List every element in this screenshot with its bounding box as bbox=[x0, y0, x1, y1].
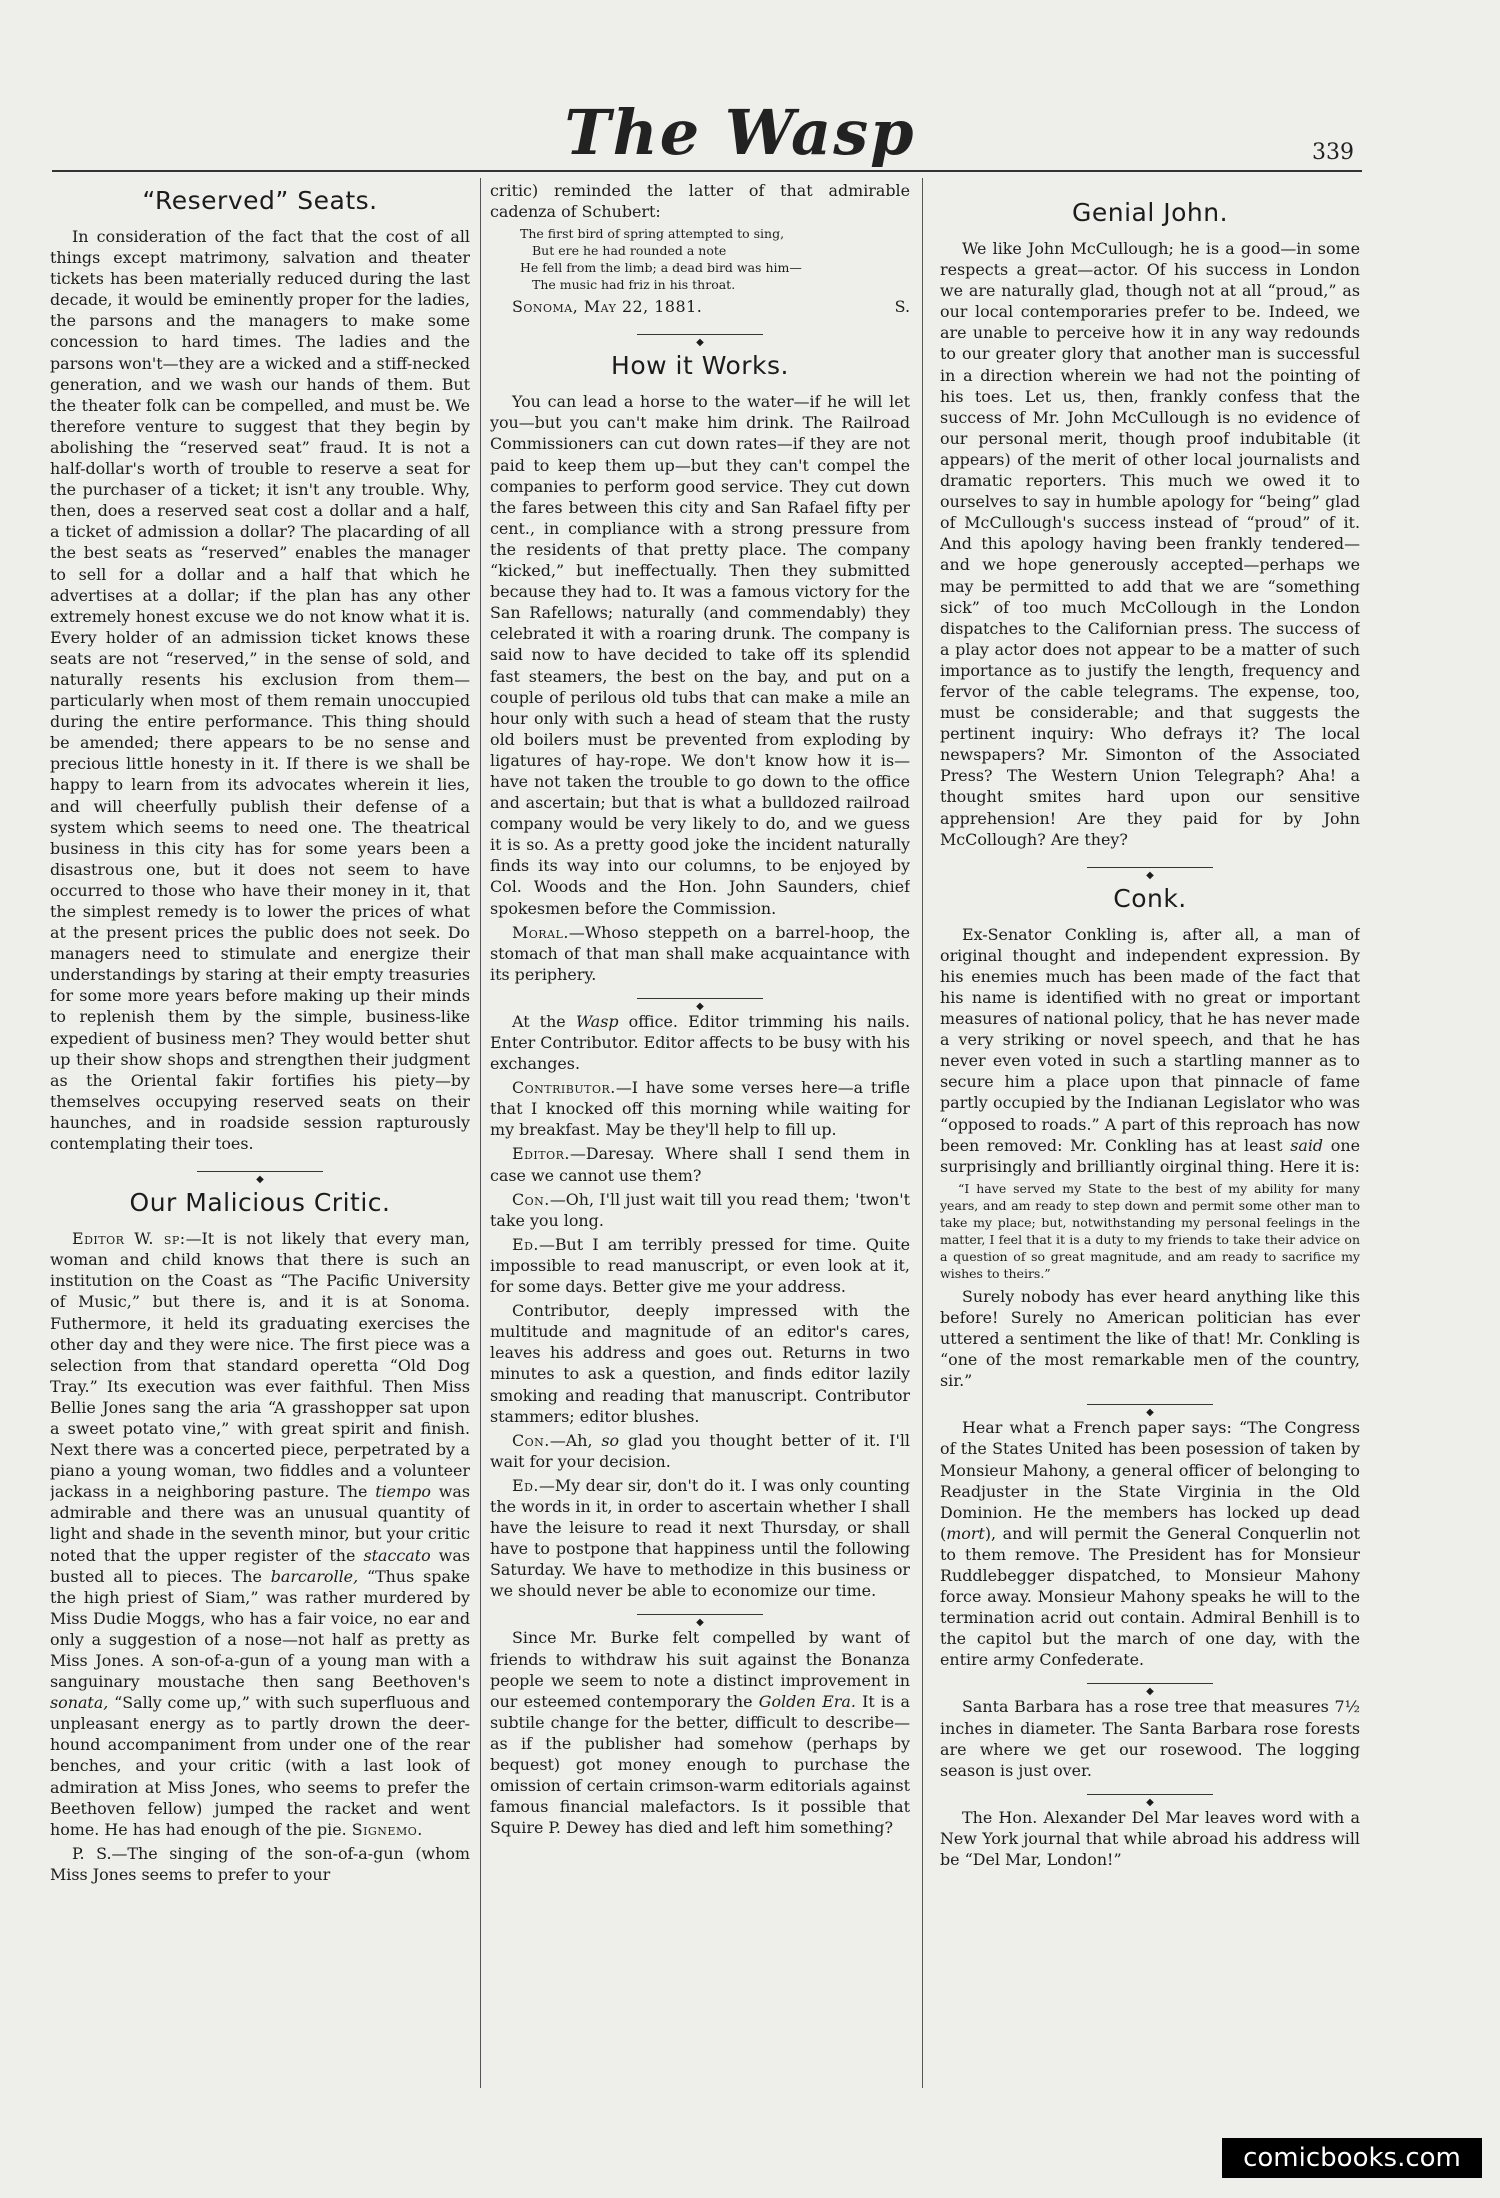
article-body: Editor W. sp:—It is not likely that every man, woman and child knows that there is such an institution on the Coast as “The Pacific University of Music,” but there is, and it is at Sonoma. Futhermore, it held its graduating exercises the other day and they were nice. The first piece was a selection from that standard operetta “Old Dog Tray.” Its execution was ever faithful. Then Miss Bellie Jones sang the aria “A grasshopper sat upon a sweet potato vine,” with great spirit and finish. Next there was a concerted piece, perpetrated by a piano a young woman, two fiddles and a volunteer jackass in a neighboring pasture. The tiempo was admirable and there was an unusual quantity of light and shade in the seventh minor, but your critic noted that the upper register of the staccato was busted all to pieces. The barcarolle, “Thus spake the high priest of Siam,” was rather murdered by Miss Dudie Moggs, who has a fair voice, no ear and only a suggestion of a nose—not half as pretty as Miss Jones. A son-of-a-gun of a young man with a sanguinary moustache then sang Beethoven's sonata, “Sally come up,” with such superfluous and unpleasant energy as to partly drown the deer-hound accompaniment from under one of the rear benches, and your critic (with a last look of admiration at Miss Jones, who seems to prefer the Beethoven fellow) jumped the racket and went home. He has had enough of the pie. Signemo. bbox=[50, 1229, 470, 1839]
page-number: 339 bbox=[1312, 140, 1354, 165]
article-title-genial-john: Genial John. bbox=[1071, 198, 1229, 227]
quotation: “I have served my State to the best of my ability for many years, and am ready to step down and permit some other man to take my place; but, notwithstanding my personal feelings in the matter, I feel that it is a duty to my friends to take their advice on a question of so great magnitude, and am ready to sacrifice my wishes to theirs.” bbox=[940, 1180, 1360, 1281]
article-body: The Hon. Alexander Del Mar leaves word with a New York journal that while abroad his address will be “Del Mar, London!” bbox=[940, 1807, 1360, 1869]
article-body: Surely nobody has ever heard anything like this before! Surely no American politician has ever uttered a sentiment the like of that! Mr. Conkling is “one of the most remarkable men of the country, sir.” bbox=[940, 1286, 1360, 1391]
article-title-how-it-works: How it Works. bbox=[611, 351, 789, 381]
column-divider bbox=[480, 178, 481, 2088]
dialogue-line: Ed.—But I am terribly pressed for time. Quite impossible to read manuscript, or even look at it, for some days. Better give me your address. bbox=[490, 1234, 910, 1297]
separator: ◆ bbox=[490, 329, 910, 339]
article-title-reserved-seats: “Reserved” Seats. bbox=[142, 186, 378, 215]
article-body: You can lead a horse to the water—if he will let you—but you can't make him drink. The Railroad Commissioners can cut down rates—if they are not paid to keep them up—but they can't compel the companies to perform good service. They cut down the fares between this city and San Rafael fifty per cent., in compliance with a strong pressure from the residents of that pretty place. The company “kicked,” but ineffectually. Then they submitted because they had to. It was a famous victory for the San Rafellows; naturally (and commendably) they celebrated it with a roaring drunk. The company is said now to have decided to take off its splendid fast steamers, the best on the bay, and put on a couple of perilous old tubs that can make a mile an hour only with such a head of steam that the rusty old boilers must be prevented from exploding by ligatures of hay-rope. We don't know how it is—have not taken the trouble to go down to the office and ascertain; but that is what a bulldozed railroad company would be very likely to do, and we guess it is so. As a pretty good joke the incident naturally finds its way into our columns, to be enjoyed by Col. Woods and the Hon. John Saunders, chief spokesmen before the Commission. bbox=[490, 392, 910, 918]
article-body: Contributor, deeply impressed with the multitude and magnitude of an editor's cares, leaves his address and goes out. Returns in two minutes to ask a question, and finds editor lazily smoking and reading that manuscript. Contributor stammers; editor blushes. bbox=[490, 1301, 910, 1426]
verse-line: He fell from the limb; a dead bird was him— bbox=[520, 260, 802, 276]
article-body: We like John McCullough; he is a good—in some respects a great—actor. Of his success in London we are naturally glad, though not at all “proud,” as our local contemporaries prefer to be. Indeed, we are unable to perceive how it in any way redounds to our greater glory that another man is successful in a direction wherein we had not the pointing of his toes. Let us, then, frankly confess that the success of Mr. John McCullough is no evidence of our personal merit, though proof indubitable (it appears) of the merit of other local journalists and dramatic reporters. This much we owed it to ourselves to say in humble apology for “being” glad of McCullough's success instead of “proud” of it. And this apology having been frankly tendered—and we hope generously accepted—perhaps we may be permitted to add that we are “something sick” of too much McCollough in the London dispatches to the Californian press. The success of a play actor does not appear to be a matter of such importance as to justify the length, frequency and fervor of the cable telegrams. The expense, too, must be considerable; and that suggests the pertinent inquiry: Who defrays it? The local newspapers? Mr. Simonton of the Associated Press? The Western Union Telegraph? Aha! a thought smites hard upon our sensitive apprehension! Are they paid for by John McCollough? Are they? bbox=[940, 239, 1360, 849]
dialogue-line: Ed.—My dear sir, don't do it. I was only counting the words in it, in order to ascertain whether I shall have the leisure to read it next Thursday, or shall have to postpone that happiness until the following Saturday. We have to methodize in this business or we should never be able to economize our time. bbox=[490, 1475, 910, 1601]
dateline: Sonoma, May 22, 1881. S. bbox=[512, 297, 910, 317]
verse bbox=[520, 225, 910, 293]
article-body: critic) reminded the latter of that admirable cadenza of Schubert: bbox=[490, 181, 910, 222]
column-3 bbox=[940, 180, 1360, 2080]
article-body: At the Wasp office. Editor trimming his nails. Enter Contributor. Editor affects to be busy with his exchanges. bbox=[490, 1011, 910, 1074]
separator: ◆ bbox=[940, 1678, 1360, 1688]
separator: ◆ bbox=[940, 1789, 1360, 1799]
verse-line: But ere he had rounded a note bbox=[532, 243, 727, 259]
separator: ◆ bbox=[490, 993, 910, 1003]
separator: ◆ bbox=[940, 862, 1360, 872]
verse-line: The music had friz in his throat. bbox=[532, 277, 736, 293]
postscript: P. S.—The singing of the son-of-a-gun (whom Miss Jones seems to prefer to your bbox=[50, 1843, 470, 1884]
article-body: In consideration of the fact that the cost of all things except matrimony, salvation and theater tickets has been materially reduced during the last decade, it would be eminently proper for the ladies, the parsons and the managers to make some concession to hard times. The ladies and the parsons won't—they are a wicked and a stiff-necked generation, and we wash our hands of them. But the theater folk can be compelled, and must be. We therefore venture to suggest that they begin by abolishing the “reserved seat” fraud. It is not a half-dollar's worth of trouble to reserve a seat for the purchaser of a ticket; it isn't any trouble. Why, then, does a reserved seat cost a dollar and a half, a ticket of admission a dollar? The placarding of all the best seats as “reserved” enables the manager to sell for a dollar and a half that which he advertises at a dollar; if the plan has any other extremely honest excuse we do not know what it is. Every holder of an admission ticket knows these seats are not “reserved,” in the sense of sold, and naturally resents his exclusion from them—particularly when most of them remain unoccupied during the entire performance. This thing should be amended; there appears to be no sense and precious little honesty in it. If there is we shall be happy to learn from its advocates wherein it lies, and will cheerfully publish their defense of a system which seems to need one. The theatrical business in this city has for some years been a disastrous one, but it does not seem to have occurred to those who have their money in it, that the simplest remedy is to lower the prices of what at the present prices the public does not seek. Do managers need to stimulate and energize their understandings by staring at their empty treasuries for some more years before making up their minds to replenish them by the simple, business-like expedient of business men? They would better shut up their show shops and strengthen their judgment as the Oriental fakir fortifies his piety—by themselves occupying reserved seats on their haunches, and in roadside session rapturously contemplating their toes. bbox=[50, 227, 470, 1154]
dialogue-line: Editor.—Daresay. Where shall I send them in case we cannot use them? bbox=[490, 1144, 910, 1185]
masthead-logo: The Wasp bbox=[564, 96, 916, 169]
separator: ◆ bbox=[50, 1166, 470, 1176]
dialogue-line: Con.—Oh, I'll just wait till you read them; 'twon't take you long. bbox=[490, 1189, 910, 1230]
column-2 bbox=[490, 180, 910, 2080]
verse-line: The first bird of spring attempted to sing, bbox=[520, 226, 785, 242]
dialogue-line: Con.—Ah, so glad you thought better of it. I'll wait for your decision. bbox=[490, 1430, 910, 1471]
watermark-logo: comicbooks.com bbox=[1222, 2138, 1482, 2178]
column-divider bbox=[922, 178, 923, 2088]
separator: ◆ bbox=[490, 1609, 910, 1619]
signature: Signemo. bbox=[351, 1819, 423, 1839]
dialogue-line: Contributor.—I have some verses here—a trifle that I knocked off this morning while waiting for my breakfast. May be they'll help to fill up. bbox=[490, 1078, 910, 1140]
article-title-conk: Conk. bbox=[1113, 883, 1187, 913]
salutation: Editor W. sp: bbox=[72, 1229, 186, 1249]
moral: Moral.—Whoso steppeth on a barrel-hoop, the stomach of that man shall make acquaintance with its periphery. bbox=[490, 922, 910, 984]
article-body: Santa Barbara has a rose tree that measures 7½ inches in diameter. The Santa Barbara rose forests are where we get our rosewood. The logging season is just over. bbox=[940, 1697, 1360, 1780]
article-body: Ex-Senator Conkling is, after all, a man of original thought and independent expression. By his enemies much has been made of the fact that his name is identified with no great or important measures of national policy, that he has never made a very striking or novel speech, and that he has never even voted in such a startling manner as to secure him a place upon that pinnacle of fame partly occupied by the Indianan Legislator who was “opposed to roads.” A part of this reproach has now been removed: Mr. Conkling has at least said one surprisingly and brilliantly oirginal thing. Here it is: bbox=[940, 924, 1360, 1176]
separator: ◆ bbox=[940, 1399, 1360, 1409]
article-body: Hear what a French paper says: “The Congress of the States United has been posession of taken by Monsieur Mahony, a general officer of belonging to Readjuster in the State Virginia in the Old Dominion. He the members has locked up dead (mort), and will permit the General Conquerlin not to them remove. The President has for Monsieur Ruddlebegger dispatched, to Monsieur Mahony force away. Monsieur Mahony speaks he will to the termination acrid out contain. Admiral Benhill is to the capitol but the march of one day, with the entire army Confederate. bbox=[940, 1418, 1360, 1670]
article-body: Since Mr. Burke felt compelled by want of friends to withdraw his suit against the Bonanza people we seem to note a distinct improvement in our esteemed contemporary the Golden Era. It is a subtile change for the better, difficult to describe—as if the publisher had somehow (perhaps by bequest) got money enough to purchase the omission of certain crimson-warm editorials against famous financial malefactors. Is it possible that Squire P. Dewey has died and left him something? bbox=[490, 1628, 910, 1838]
column-1 bbox=[50, 180, 470, 2080]
header-rule bbox=[52, 170, 1362, 172]
article-title-malicious-critic: Our Malicious Critic. bbox=[129, 1188, 391, 1218]
